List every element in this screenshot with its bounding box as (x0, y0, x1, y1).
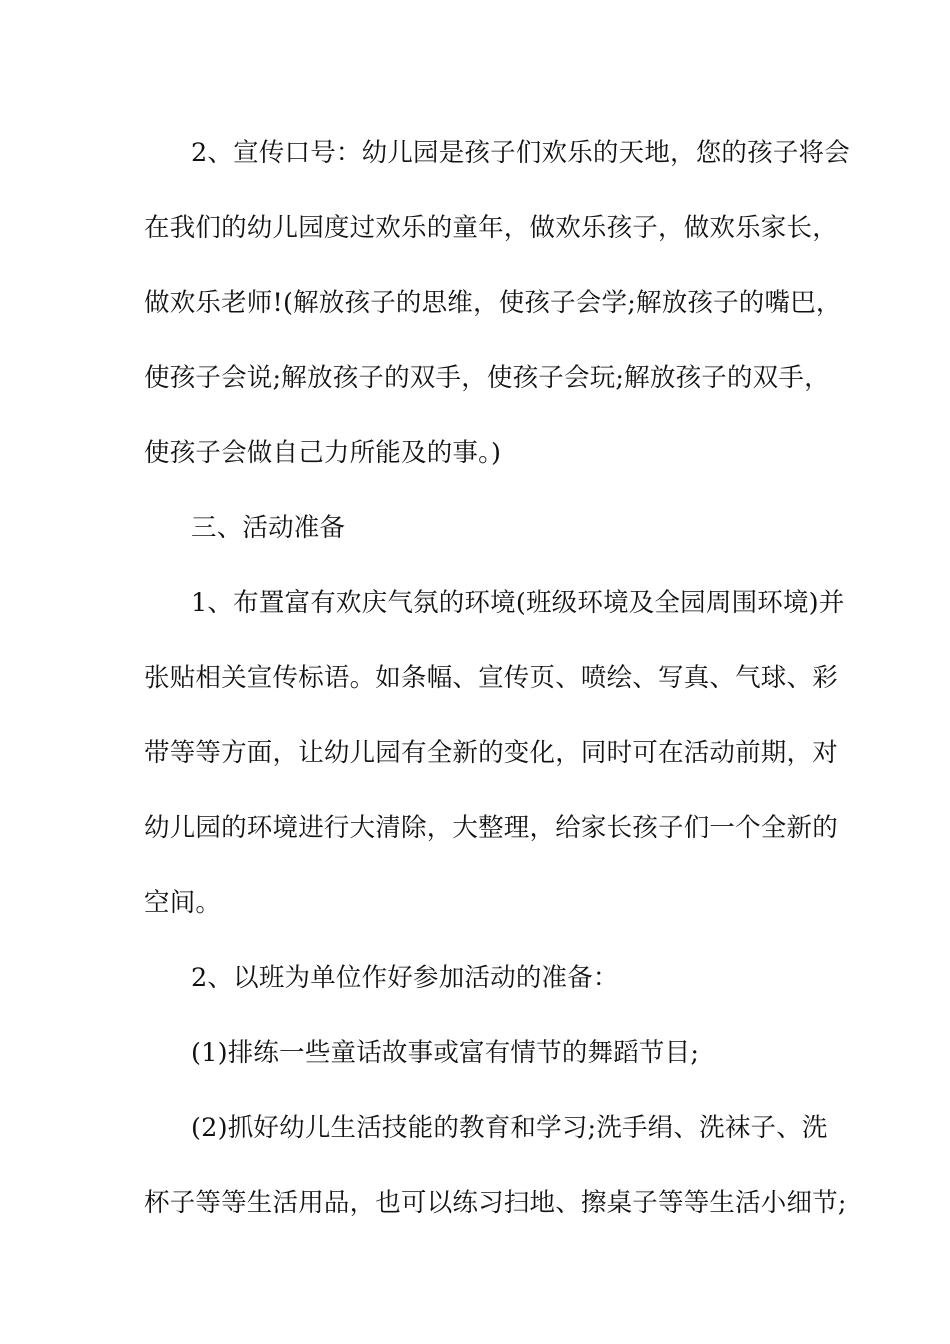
environment-paragraph-line: 空间。 (144, 888, 222, 918)
environment-paragraph-line: 带等等方面，让幼儿园有全新的变化，同时可在活动前期，对 (144, 738, 838, 768)
list-item-rehearsal: (1)排练一些童话故事或富有情节的舞蹈节目; (191, 1038, 700, 1068)
section-heading: 三、活动准备 (191, 513, 346, 543)
environment-paragraph-line: 幼儿园的环境进行大清除，大整理，给家长孩子们一个全新的 (144, 813, 838, 843)
slogan-paragraph-line: 在我们的幼儿园度过欢乐的童年，做欢乐孩子，做欢乐家长， (144, 213, 838, 243)
slogan-paragraph-line: 使孩子会做自己力所能及的事。) (144, 438, 502, 468)
class-preparation-paragraph: 2、以班为单位作好参加活动的准备： (191, 963, 619, 993)
list-item-life-skills-line: (2)抓好幼儿生活技能的教育和学习;洗手绢、洗袜子、洗 (191, 1113, 828, 1143)
slogan-paragraph-line: 2、宣传口号：幼儿园是孩子们欢乐的天地，您的孩子将会 (191, 138, 850, 168)
slogan-paragraph-line: 使孩子会说;解放孩子的双手，使孩子会玩;解放孩子的双手， (144, 363, 830, 393)
environment-paragraph-line: 1、布置富有欢庆气氛的环境(班级环境及全园周围环境)并 (191, 588, 845, 618)
slogan-paragraph-line: 做欢乐老师!(解放孩子的思维，使孩子会学;解放孩子的嘴巴， (144, 288, 842, 318)
environment-paragraph-line: 张贴相关宣传标语。如条幅、宣传页、喷绘、写真、气球、彩 (144, 663, 838, 693)
list-item-life-skills-line: 杯子等等生活用品，也可以练习扫地、擦桌子等等生活小细节; (144, 1188, 847, 1218)
